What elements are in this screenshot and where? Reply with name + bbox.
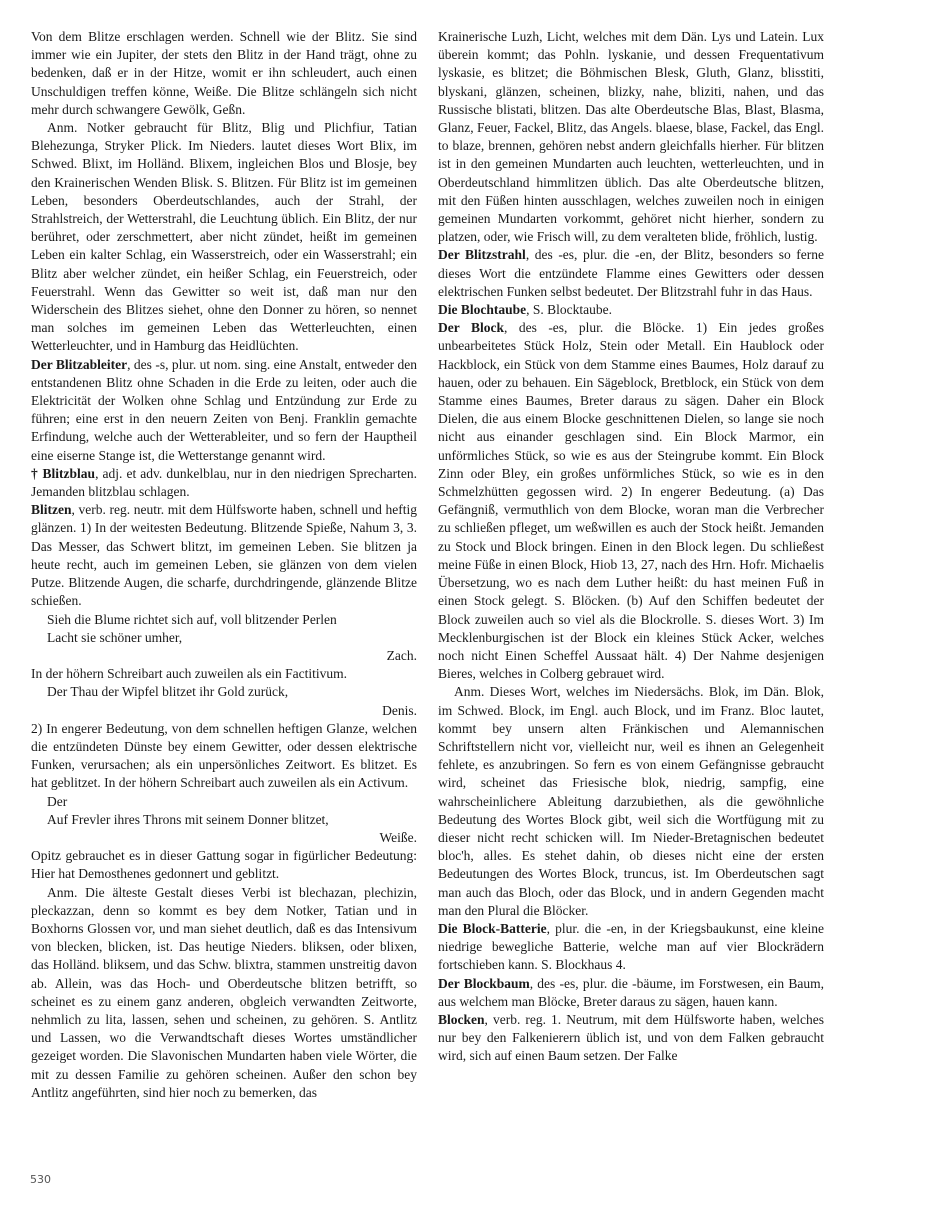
page-number: 530 <box>30 1173 51 1186</box>
verse-source: Weiße. <box>379 829 417 845</box>
entry-headword: Blocken <box>438 1011 485 1027</box>
verse-source: Denis. <box>382 702 417 718</box>
annotation-paragraph: Anm. Die älteste Gestalt dieses Verbi ist blechazan, plechizin, pleckazzan, denn so kommt es bey dem Notker, Tatian und in Boxhorns Glossen vor, und man siehet deutlich, daß es das Intensivum von blecken, blicken, ist. Das heutige Nieders. bliksen, oder blixen, das Holländ. bliksem, und das Schw. blixtra, stammen unstreitig davon ab. Allein, was das Hoch- und Oberdeutsche blitzen betrifft, so scheinet es zu einem ganz anderen, obgleich verwandten Zeitworte, nehmlich zu lita, lassen, sehen und scheinen, zu gehören. S. Antlitz und Lassen, wo die Verwandtschaft dieses Wortes umständlicher gezeiget worden. Die Slavonischen Mundarten haben viele Wörter, die mit zu dessen Familie zu gehören scheinen. Außer den schon bey Antlitz angeführten, sind hier noch zu bemerken, das <box>31 884 417 1100</box>
entry-text: , des -es, plur. die Blöcke. 1) Ein jedes großes unbearbeitetes Stück Holz, Stein oder Metall. Ein Haublock oder Hackblock, ein Stück von dem Stamme eines Baumes, Holz darauf zu hauen, oder zu behauen. Ein Sägeblock, Bretblock, ein Stück von dem Stamme eines Baumes, Breter daraus zu sägen. Daher ein Block Dielen, die aus einem Blocke geschnittenen Dielen, so lange sie noch nicht aus einander geschlagen sind. Ein Block Marmor, ein unförmliches Stück, so wie es aus der Steingrube kommt. Ein Block Zinn oder Bley, ein großes unförmliches Stück, so wie es in den Schmelzhütten gegossen wird. 2) In engerer Bedeutung. (a) Das Gefängniß, vermuthlich von dem Blocke, woran man die Verbrecher zu schließen pfleget, um weßwillen es auch der Stock heißt. Jemanden zu Stock und Block bringen. Einen in den Block legen. Du schließest meine Füße in einen Block, Hiob 13, 27, nach des Hrn. Hofr. Michaelis Übersetzung, wo es nach dem Luther heißt: du hast meinen Fuß in einen Stock gelegt. S. Blöcken. (b) Auf den Schiffen bedeutet der Block zuweilen auch so viel als die Blockrolle. S. dieses Wort. 3) Im Mecklenburgischen ist der Block ein kleines Stück Acker, welches noch nicht Einen Scheffel Aussaat hält. 4) Der Nahme desjenigen Bieres, welches in Colberg gebrauet wird. <box>438 320 824 682</box>
body-paragraph: Von dem Blitze erschlagen werden. Schnell wie der Blitz. Sie sind immer wie ein Jupiter, der stets den Blitz in der Hand trägt, ohne zu bedenken, daß er in der Hitze, womit er ihn schleudert, auch einen Unschuldigen treffen könne, Weiße. Die Blitze schlängeln sich nicht mehr durch schwangere Gewölk, Geßn. <box>31 29 417 117</box>
left-column <box>31 28 417 1102</box>
entry-headword: Der Blitzableiter <box>31 356 128 372</box>
dictionary-entry <box>438 920 824 975</box>
annotation-paragraph: Anm. Notker gebraucht für Blitz, Blig und Plichfiur, Tatian Blehezunga, Stryker Plick. Im Nieders. lautet dieses Wort Blix, im Schwed. Blixt, im Holländ. Blixem, ingleichen Blos und Blosje, bey den Krainerischen Wenden Blisk. S. Blitzen. Für Blitz ist im gemeinen Leben, besonders Oberdeutschlandes, auch der Strahl, der Strahlstreich, der Wetterstrahl, die Leuchtung üblich. Ein Blitz, der nur berühret, oder zerschmettert, aber nicht zündet, heißt im gemeinen Leben ein kalter Schlag, ein Wasserstreich, oder ein Wasserstrahl; ein Blitz aber welcher zündet, ein heißer Schlag, ein Feuerstreich, oder Feuerstrahl. Wenn das Gewitter so weit ist, daß man nur den Widerschein des Blitzes siehet, ohne den Donner zu hören, so nennet man solches im gemeinen Leben das Wetterleuchten, einen Wetterleuchter, und in Hamburg das Heidlüchten. <box>31 120 417 354</box>
dictionary-entry <box>31 356 417 465</box>
body-paragraph: Opitz gebrauchet es in dieser Gattung sogar in figürlicher Bedeutung: Hier hat Demosthenes gedonnert und geblitzt. <box>31 848 417 882</box>
entry-headword: † Blitzblau <box>31 465 96 481</box>
dictionary-entry <box>438 319 824 683</box>
entry-text: , des -s, plur. ut nom. sing. eine Anstalt, entweder den entstandenen Blitz ohne Schaden in die Erde zu leiten, oder auch die Elektricität der Wolken ohne Schlag und Entzündung zur Erde zu führen; eine erst in den neuern Zeiten von Benj. Franklin gemachte Erfindung, welche auch der Wetterableiter, und so fern der Hauptheil eine eiserne Stange ist, die Wetterstange genannt wird. <box>31 356 418 463</box>
entry-text: , verb. reg. neutr. mit dem Hülfsworte haben, schnell und heftig glänzen. 1) In der weitesten Bedeutung. Blitzende Spieße, Nahum 3, 3. Das Messer, das Schwert blitzt, im gemeinen Leben. Sie blitzen ja heute recht, auch im gemeinen Leben, sie glänzen von dem vielen Putze. Blitzende Augen, die scharfe, durchdringende, glänzende Blitze schießen. <box>31 502 417 609</box>
entry-headword: Der Block <box>438 320 504 336</box>
entry-text: , des -es, plur. die -bäume, im Forstwesen, ein Baum, aus welchem man Blöcke, Breter daraus zu sägen, hauen kann. <box>438 975 824 1009</box>
entry-text: , adj. et adv. dunkelblau, nur in den niedrigen Sprecharten. Jemanden blitzblau schlagen. <box>31 465 417 500</box>
entry-headword: Die Blochtaube <box>438 302 527 318</box>
verse-line: Der Thau der Wipfel blitzet ihr Gold zurück, <box>47 684 289 700</box>
verse-line: Auf Frevler ihres Throns mit seinem Donner blitzet, <box>47 811 329 827</box>
dictionary-entry <box>438 1011 824 1066</box>
verse-source: Zach. <box>386 647 417 663</box>
entry-headword: Blitzen <box>31 502 72 518</box>
entry-text: , des -es, plur. die -en, der Blitz, besonders so ferne dieses Wort die entzündete Flamme eines Gewitters oder dessen elektrischen Funken selbst bedeutet. Der Blitzstrahl fuhr in das Haus. <box>438 247 825 299</box>
dictionary-entry <box>438 975 824 1011</box>
dictionary-entry <box>31 501 417 610</box>
entry-text: , plur. die -en, in der Kriegsbaukunst, eine kleine niedrige bewegliche Batterie, welche man auf vier Blockrädern fortschieben kann. S. Blockhaus 4. <box>438 920 824 973</box>
entry-headword: Die Block-Batterie <box>438 920 547 936</box>
dictionary-entry <box>438 246 824 301</box>
dictionary-entry <box>31 465 417 501</box>
verse-line: Der <box>47 793 68 809</box>
verse-line: Lacht sie schöner umher, <box>47 629 183 645</box>
body-paragraph: 2) In engerer Bedeutung, von dem schnellen heftigen Glanze, welchen die entzündeten Dünste bey einem Gewitter, oder dessen elektrische Funken, verursachen; als ein unpersönliches Zeitwort. Es blitzet. Es hat geblitzet. In der höhern Schreibart auch zuweilen als ein Activum. <box>31 720 417 791</box>
entry-headword: Der Blockbaum <box>438 975 530 991</box>
annotation-paragraph: Anm. Dieses Wort, welches im Niedersächs. Blok, im Dän. Blok, im Schwed. Block, im Engl. auch Block, und im Franz. Bloc lautet, kommt bey unsern alten Fränkischen und Alemannischen Schriftstellern nicht vor, vielleicht nur, weil es ihnen an Gelegenheit fehlete, es anzubringen. So fern es von einem Gefängnisse gebraucht wird, scheinet das Friesische blok, niedrig, sampfig, eine wahrscheinlichere Ableitung darzubiethen, als die gewöhnliche Bedeutung des Wortes Block gibt, weil sich die Wortfügung mit zu dieser nicht recht schicken will. Im Nieder-Bretagnischen bedeutet bloc'h, alles. Es stehet dahin, ob dieses nicht eine der ersten Bedeutungen des Wortes Block, truncus, ist. Im Oberdeutschen sagt man auch das Bloch, oder das Block, und in andern Gegenden macht man den Plural die Blöcker. <box>438 684 824 918</box>
right-column <box>438 28 824 1066</box>
body-paragraph: In der höhern Schreibart auch zuweilen als ein Factitivum. <box>31 666 348 682</box>
body-paragraph: Krainerische Luzh, Licht, welches mit dem Dän. Lys und Latein. Lux überein kommt; das Pohln. lyskanie, und dessen Frequentativum lyskasie, es blitzet; die Böhmischen Blesk, Gluth, Glanz, blisstiti, blyskani, glänzen, scheinen, blizky, nahe, bliziti, nahen, und das Russische blistati, blitzen. Das alte Oberdeutsche Blas, Blast, Blasma, Glanz, Feuer, Fackel, Blitz, das Angels. blaese, blase, Fackel, das Engl. to blaze, brennen, gehören nebst andern gleichfalls hierher. Für blitzen ist in den gemeinen Mundarten auch leuchten, wetterleuchten, und in Oberdeutschland himmlitzen üblich. Das alte Oberdeutsche blitzen, mit den Füßen hinten ausschlagen, welches zuweilen noch in einigen gemeinen Mundarten vorkommt, gehöret nicht hierher, sondern zu platzen, oder, wie Frisch will, zu dem veralteten blide, fröhlich, lustig. <box>438 29 824 245</box>
entry-text: , S. Blocktaube. <box>526 302 613 318</box>
entry-headword: Der Blitzstrahl <box>438 247 526 263</box>
verse-line: Sieh die Blume richtet sich auf, voll blitzender Perlen <box>47 611 337 627</box>
entry-text: , verb. reg. 1. Neutrum, mit dem Hülfsworte haben, welches nur bey den Falkenierern üblich ist, und von dem Falken gebraucht wird, sich auf einen Baum setzen. Der Falke <box>438 1011 824 1064</box>
dictionary-entry <box>438 301 824 319</box>
